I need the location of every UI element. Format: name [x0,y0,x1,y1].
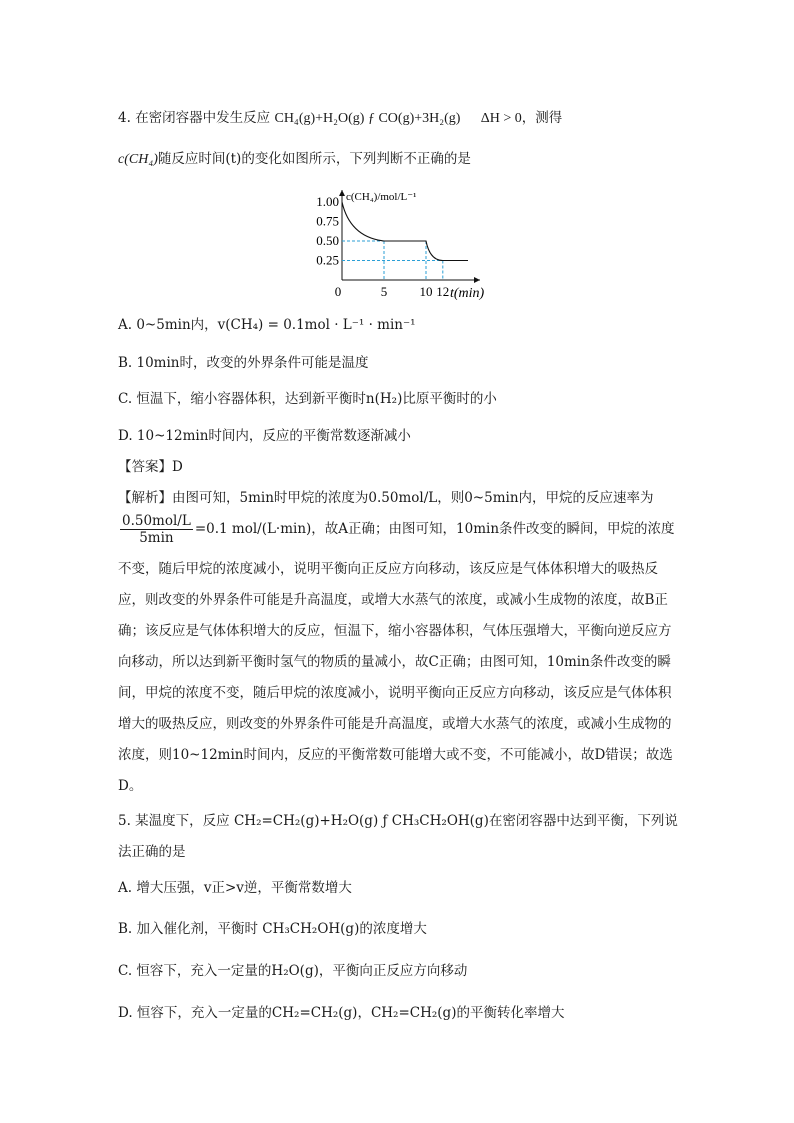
y-tick-label: 1.00 [316,194,339,209]
q4-stem-suffix: ，测得 [521,110,563,126]
q4-stem-text: 在密闭容器中发生反应 [135,110,271,126]
q5-stem-line2: 法正确的是 [118,844,186,860]
q4-analysis-line2 [118,513,675,546]
x-tick-label: 12 [436,284,450,299]
q5-option-d: D. 恒容下，充入一定量的CH₂=CH₂(g)，CH₂=CH₂(g)的平衡转化率增大 [118,1005,565,1021]
analysis-text-1: 由图可知，5min时甲烷的浓度为0.50mol/L，则0~5min内，甲烷的反应速率为 [172,490,654,506]
q4-reaction: CH₄(g)+H₂O(g) ƒ CO(g)+3H₂(g) [274,111,461,126]
q4-stem-line1 [118,108,562,129]
x-tick-label: 0 [334,284,342,299]
q4-option-d: D. 10~12min时间内，反应的平衡常数逐渐减小 [118,428,411,444]
y-tick-label: 0.75 [316,213,339,229]
x-tick-label: 5 [380,284,388,299]
q5-stem-line1: 5. 某温度下，反应 CH₂=CH₂(g)+H₂O(g) ƒ CH₃CH₂OH(g)在密闭容器中达到平衡，下列说 [118,813,678,829]
q4-option-c: C. 恒温下，缩小容器体积，达到新平衡时n(H₂)比原平衡时的小 [118,391,497,407]
fraction-numerator: 0.50mol/L [122,513,191,529]
y-axis-label: c(CH₄)/mol/L⁻¹ [346,191,417,203]
q4-stem-line2 [118,149,471,170]
q4-stem-question: 随反应时间(t)的变化如图所示，下列判断不正确的是 [157,151,471,167]
q4-analysis-line1 [118,488,654,508]
x-tick-label: 10 [419,284,433,299]
q4-option-a: A. 0~5min内，v(CH₄) = 0.1mol · L⁻¹ · min⁻¹ [118,317,416,333]
y-tick-label: 0.50 [316,233,339,248]
q5-option-c: C. 恒容下，充入一定量的H₂O(g)，平衡向正反应方向移动 [118,963,468,979]
q5-option-a: A. 增大压强，v正>v逆，平衡常数增大 [118,880,352,896]
q4-option-b: B. 10min时，改变的外界条件可能是温度 [118,355,369,371]
q4-concentration-symbol: c(CH₄) [118,152,158,167]
q4-number: 4. [118,110,131,126]
q4-delta-h: ΔH > 0 [480,111,522,126]
q4-analysis-body: 不变，随后甲烷的浓度减小，说明平衡向正反应方向移动，该反应是气体体积增大的吸热反应，则改变的外界条件可能是升高温度，或增大水蒸气的浓度，或减小生成物的浓度，故B正确；该反应是气体体积增大的反应，恒温下，缩小容器体积，气体压强增大，平衡向逆反应方向移动，所以达到新平衡时氢气的物质的量减小，故C正确；由图可知，10min条件改变的瞬间，甲烷的浓度不变，随后甲烷的浓度减小，说明平衡向正反应方向移动，该反应是气体体积增大的吸热反应，则改变的外界条件可能是升高温度，或增大水蒸气的浓度，或减小生成物的浓度，则10~12min时间内，反应的平衡常数可能增大或不变，不可能减小，故D错误；故选D。 [118,561,673,794]
concentration-time-chart [300,182,500,302]
analysis-text-2: =0.1 mol/(L·min)，故A正确；由图可知，10min条件改变的瞬间，甲烷的浓度 [194,521,675,537]
y-tick-label: 0.25 [316,252,339,268]
x-axis-label: t(min) [450,286,485,301]
y-axis-arrow [339,190,345,196]
analysis-label: 【解析】 [118,490,172,506]
x-axis-arrow [474,277,480,283]
ch4-concentration-series [342,202,468,261]
q5-option-b: B. 加入催化剂，平衡时 CH₃CH₂OH(g)的浓度增大 [118,921,427,937]
rate-fraction [120,513,193,546]
fraction-denominator: 5min [139,530,174,546]
q4-answer: 【答案】D [118,459,183,475]
